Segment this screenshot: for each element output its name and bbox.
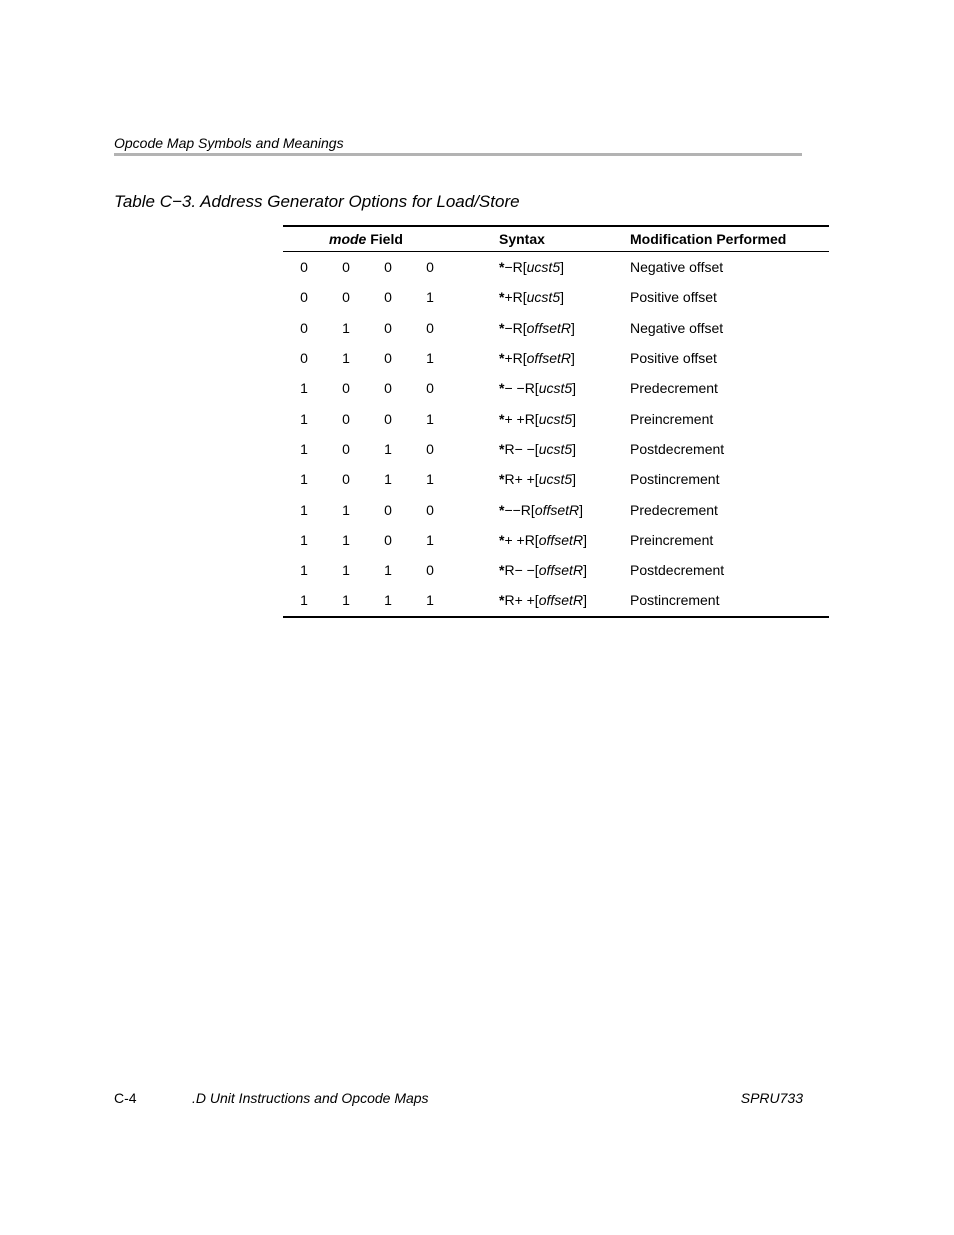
mode-bit-cell: 0 bbox=[384, 531, 392, 548]
syntax-star: * bbox=[499, 531, 505, 548]
table-caption: Table C−3. Address Generator Options for Load/Store bbox=[114, 192, 520, 211]
mode-bit-cell: 1 bbox=[426, 592, 434, 609]
modification-cell: Negative offset bbox=[630, 319, 724, 336]
syntax-cell bbox=[499, 313, 630, 343]
table-row bbox=[283, 313, 829, 343]
table-row bbox=[283, 555, 829, 585]
syntax-cell bbox=[499, 464, 630, 494]
syntax-argument: ucst5 bbox=[526, 259, 561, 276]
mode-bit-cell: 0 bbox=[426, 259, 434, 276]
syntax-suffix: ] bbox=[572, 440, 577, 457]
syntax-argument: ucst5 bbox=[538, 471, 573, 488]
syntax-star: * bbox=[499, 410, 505, 427]
table-row bbox=[283, 525, 829, 555]
mode-bit-cell: 1 bbox=[426, 350, 434, 367]
mode-bit-cell: 0 bbox=[342, 289, 350, 306]
footer-document-id: SPRU733 bbox=[740, 1090, 803, 1106]
syntax-star: * bbox=[499, 350, 505, 367]
modification-cell: Positive offset bbox=[630, 350, 717, 367]
syntax-cell bbox=[499, 252, 630, 283]
syntax-suffix: ] bbox=[583, 531, 587, 548]
spacer-cell bbox=[451, 403, 499, 433]
syntax-suffix: ] bbox=[579, 501, 584, 518]
modification-header: Modification Performed bbox=[630, 231, 787, 247]
mode-bit-cell: 0 bbox=[384, 410, 392, 427]
table-row bbox=[283, 403, 829, 433]
mode-bit-cell: 0 bbox=[384, 319, 392, 336]
syntax-star: * bbox=[499, 501, 505, 518]
mode-bit-cell: 1 bbox=[300, 562, 308, 579]
syntax-star: * bbox=[499, 562, 505, 579]
modification-cell: Preincrement bbox=[630, 531, 714, 548]
mode-bit-cell: 0 bbox=[384, 380, 392, 397]
syntax-prefix: R− −[ bbox=[504, 562, 539, 579]
spacer-cell bbox=[451, 464, 499, 494]
syntax-suffix: ] bbox=[560, 259, 564, 276]
table-row bbox=[283, 282, 829, 312]
syntax-cell bbox=[499, 494, 630, 524]
syntax-prefix: −R[ bbox=[504, 319, 527, 336]
mode-bit-cell: 1 bbox=[342, 350, 350, 367]
syntax-cell bbox=[499, 525, 630, 555]
spacer-cell bbox=[451, 525, 499, 555]
syntax-suffix: ] bbox=[571, 319, 575, 336]
syntax-prefix: − −R[ bbox=[504, 380, 539, 397]
syntax-cell bbox=[499, 343, 630, 373]
syntax-suffix: ] bbox=[571, 350, 575, 367]
mode-bit-cell: 1 bbox=[342, 501, 350, 518]
syntax-argument: offsetR bbox=[534, 501, 580, 518]
syntax-suffix: ] bbox=[572, 471, 577, 488]
mode-bit-cell: 1 bbox=[300, 592, 308, 609]
syntax-cell bbox=[499, 585, 630, 616]
table-row bbox=[283, 252, 829, 283]
mode-bit-cell: 1 bbox=[300, 531, 308, 548]
table-body bbox=[283, 252, 829, 617]
syntax-argument: ucst5 bbox=[526, 289, 561, 306]
spacer-cell bbox=[451, 313, 499, 343]
mode-bit-cell: 1 bbox=[426, 471, 434, 488]
syntax-suffix: ] bbox=[572, 380, 577, 397]
mode-field-header bbox=[283, 226, 499, 252]
syntax-cell bbox=[499, 434, 630, 464]
syntax-argument: offsetR bbox=[526, 350, 571, 367]
mode-bit-cell: 0 bbox=[342, 380, 350, 397]
syntax-prefix: R− −[ bbox=[504, 440, 539, 457]
spacer-cell bbox=[451, 585, 499, 616]
syntax-argument: offsetR bbox=[538, 531, 584, 548]
mode-bit-cell: 1 bbox=[342, 592, 350, 609]
spacer-cell bbox=[451, 555, 499, 585]
running-header: Opcode Map Symbols and Meanings bbox=[114, 135, 344, 151]
modification-cell: Postincrement bbox=[630, 471, 720, 488]
syntax-prefix: R+ +[ bbox=[504, 592, 539, 609]
mode-bit-cell: 0 bbox=[426, 380, 434, 397]
syntax-star: * bbox=[499, 592, 505, 609]
mode-bit-cell: 1 bbox=[342, 531, 350, 548]
modification-cell: Positive offset bbox=[630, 289, 717, 306]
syntax-suffix: ] bbox=[572, 410, 577, 427]
header-rule bbox=[114, 153, 802, 156]
syntax-prefix: + +R[ bbox=[504, 531, 539, 548]
syntax-argument: ucst5 bbox=[538, 440, 573, 457]
table-row bbox=[283, 585, 829, 616]
mode-bit-cell: 0 bbox=[342, 259, 350, 276]
mode-bit-cell: 1 bbox=[300, 440, 308, 457]
mode-bit-cell: 0 bbox=[300, 350, 308, 367]
spacer-cell bbox=[451, 434, 499, 464]
mode-bit-cell: 1 bbox=[342, 319, 350, 336]
modification-cell: Postdecrement bbox=[630, 440, 725, 457]
mode-bit-cell: 1 bbox=[300, 471, 308, 488]
spacer-cell bbox=[451, 373, 499, 403]
syntax-prefix: −R[ bbox=[504, 259, 527, 276]
modification-cell: Predecrement bbox=[630, 380, 718, 397]
spacer-cell bbox=[451, 252, 499, 283]
syntax-star: * bbox=[499, 471, 505, 488]
spacer-cell bbox=[451, 282, 499, 312]
mode-bit-cell: 1 bbox=[384, 471, 392, 488]
mode-bit-cell: 1 bbox=[300, 410, 308, 427]
footer-section-title: .D Unit Instructions and Opcode Maps bbox=[192, 1090, 429, 1106]
modification-cell: Postincrement bbox=[630, 592, 720, 609]
mode-bit-cell: 0 bbox=[300, 289, 308, 306]
mode-bit-cell: 1 bbox=[426, 289, 434, 306]
mode-bit-cell: 1 bbox=[300, 501, 308, 518]
modification-cell: Preincrement bbox=[630, 410, 714, 427]
syntax-suffix: ] bbox=[583, 592, 587, 609]
syntax-argument: offsetR bbox=[538, 562, 584, 579]
spacer-cell bbox=[451, 343, 499, 373]
syntax-prefix: +R[ bbox=[504, 350, 527, 367]
syntax-star: * bbox=[499, 440, 505, 457]
field-word: Field bbox=[366, 231, 403, 247]
table-row bbox=[283, 434, 829, 464]
mode-bit-cell: 0 bbox=[342, 410, 350, 427]
syntax-suffix: ] bbox=[583, 562, 587, 579]
address-generator-table bbox=[283, 225, 829, 618]
syntax-cell bbox=[499, 282, 630, 312]
syntax-cell bbox=[499, 403, 630, 433]
syntax-argument: offsetR bbox=[526, 319, 571, 336]
modification-cell: Negative offset bbox=[630, 259, 724, 276]
syntax-argument: ucst5 bbox=[538, 410, 573, 427]
syntax-prefix: +R[ bbox=[504, 289, 527, 306]
mode-bit-cell: 1 bbox=[342, 562, 350, 579]
syntax-prefix: + +R[ bbox=[504, 410, 539, 427]
modification-cell: Postdecrement bbox=[630, 562, 725, 579]
mode-bit-cell: 1 bbox=[384, 562, 392, 579]
mode-bit-cell: 1 bbox=[300, 380, 308, 397]
syntax-prefix: R+ +[ bbox=[504, 471, 539, 488]
modification-cell: Predecrement bbox=[630, 501, 718, 518]
footer-page-number: C-4 bbox=[114, 1090, 137, 1106]
mode-bit-cell: 0 bbox=[384, 350, 392, 367]
mode-bit-cell: 1 bbox=[426, 410, 434, 427]
syntax-argument: offsetR bbox=[538, 592, 584, 609]
syntax-cell bbox=[499, 555, 630, 585]
syntax-argument: ucst5 bbox=[538, 380, 573, 397]
syntax-star: * bbox=[499, 319, 505, 336]
syntax-prefix: −−R[ bbox=[504, 501, 535, 518]
mode-bit-cell: 0 bbox=[342, 471, 350, 488]
syntax-star: * bbox=[499, 289, 505, 306]
mode-bit-cell: 1 bbox=[384, 440, 392, 457]
table-row bbox=[283, 494, 829, 524]
syntax-star: * bbox=[499, 380, 505, 397]
mode-bit-cell: 0 bbox=[426, 319, 434, 336]
spacer-cell bbox=[451, 494, 499, 524]
syntax-header: Syntax bbox=[499, 231, 545, 247]
table-header-row bbox=[283, 226, 829, 252]
syntax-star: * bbox=[499, 259, 505, 276]
mode-bit-cell: 0 bbox=[384, 259, 392, 276]
syntax-cell bbox=[499, 373, 630, 403]
syntax-suffix: ] bbox=[560, 289, 564, 306]
mode-bit-cell: 0 bbox=[342, 440, 350, 457]
mode-bit-cell: 0 bbox=[300, 319, 308, 336]
mode-bit-cell: 0 bbox=[300, 259, 308, 276]
mode-bit-cell: 1 bbox=[384, 592, 392, 609]
mode-bit-cell: 0 bbox=[426, 501, 434, 518]
mode-bit-cell: 0 bbox=[384, 289, 392, 306]
table-row bbox=[283, 343, 829, 373]
mode-word: mode bbox=[329, 231, 367, 247]
mode-bit-cell: 0 bbox=[426, 562, 434, 579]
table-row bbox=[283, 373, 829, 403]
mode-bit-cell: 0 bbox=[384, 501, 392, 518]
table-row bbox=[283, 464, 829, 494]
mode-bit-cell: 1 bbox=[426, 531, 434, 548]
mode-bit-cell: 0 bbox=[426, 440, 434, 457]
